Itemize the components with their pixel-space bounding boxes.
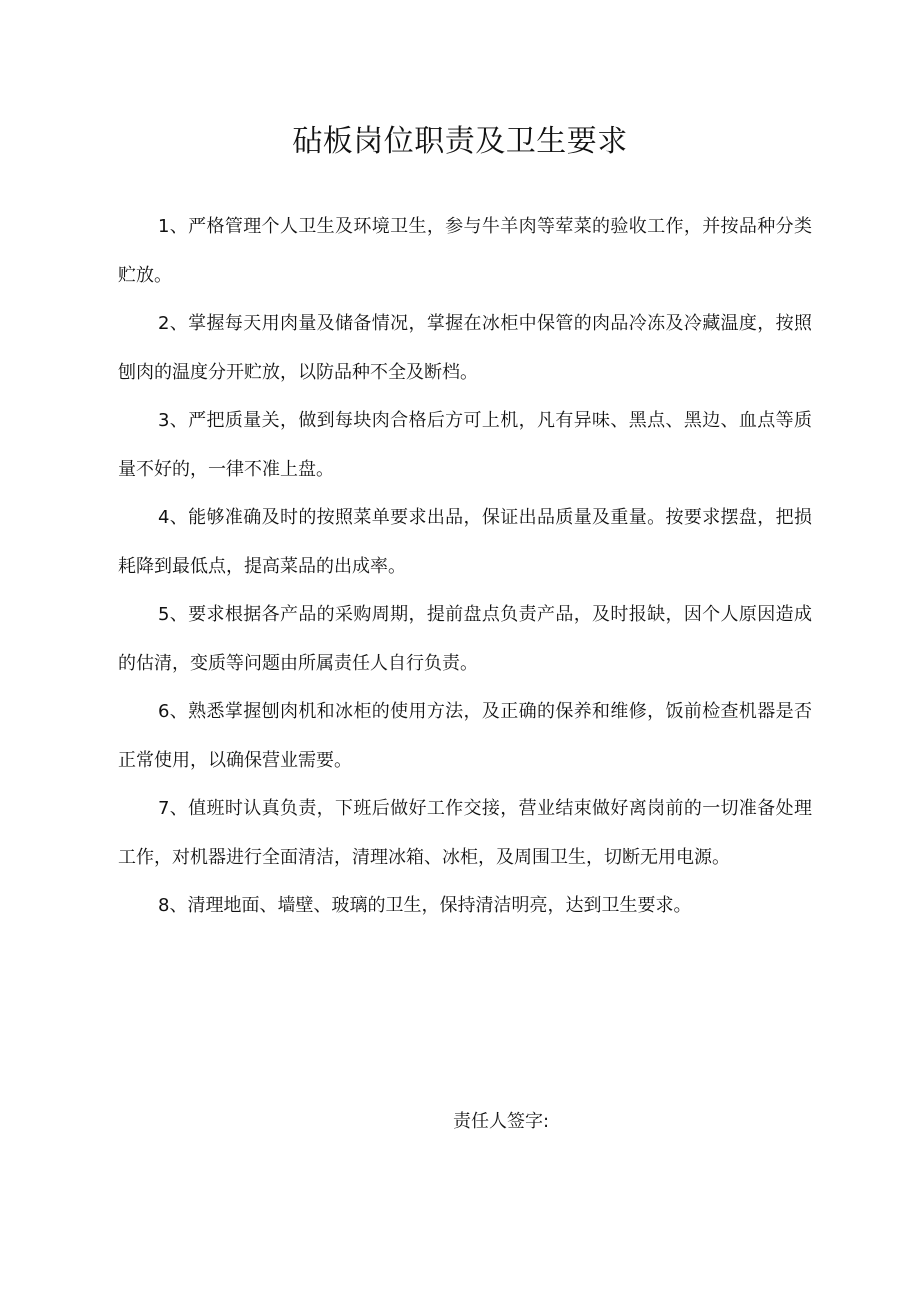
duty-item-3: 3、严把质量关，做到每块肉合格后方可上机，凡有异味、黑点、黑边、血点等质量不好的，一律不准上盘。	[118, 410, 812, 480]
duty-item-6: 6、熟悉掌握刨肉机和冰柜的使用方法，及正确的保养和维修，饭前检查机器是否正常使用，以确保营业需要。	[118, 701, 812, 771]
duty-item-2: 2、掌握每天用肉量及储备情况，掌握在冰柜中保管的肉品冷冻及冷藏温度，按照刨肉的温度分开贮放，以防品种不全及断档。	[118, 313, 812, 383]
duty-list	[118, 203, 812, 931]
duty-item-8: 8、清理地面、墙壁、玻璃的卫生，保持清洁明亮，达到卫生要求。	[158, 895, 692, 916]
duty-item-5: 5、要求根据各产品的采购周期，提前盘点负责产品，及时报缺，因个人原因造成的估清，变质等问题由所属责任人自行负责。	[118, 604, 812, 674]
duty-item-1: 1、严格管理个人卫生及环境卫生，参与牛羊肉等荤菜的验收工作，并按品种分类贮放。	[118, 216, 812, 286]
duty-item-4: 4、能够准确及时的按照菜单要求出品，保证出品质量及重量。按要求摆盘，把损耗降到最低点，提高菜品的出成率。	[118, 507, 812, 577]
signature-label: 责任人签字:	[453, 1111, 550, 1132]
page-title: 砧板岗位职责及卫生要求	[292, 124, 628, 159]
duty-item-7: 7、值班时认真负责，下班后做好工作交接，营业结束做好离岗前的一切准备处理工作，对机器进行全面清洁，清理冰箱、冰柜，及周围卫生，切断无用电源。	[118, 798, 812, 868]
